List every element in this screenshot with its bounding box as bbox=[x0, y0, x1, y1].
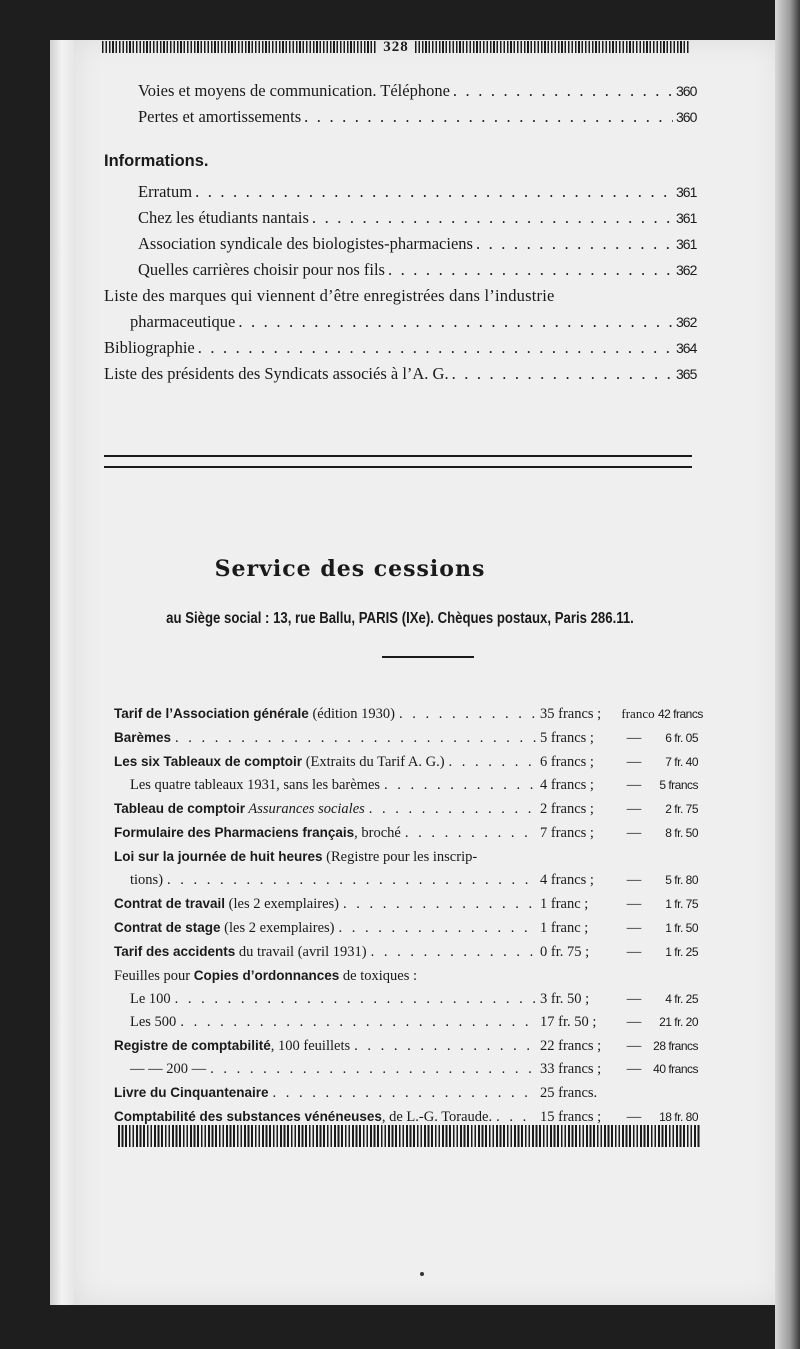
price-list bbox=[114, 702, 703, 1129]
toc-entry-label: Liste des présidents des Syndicats associés à l’A. G. bbox=[104, 364, 449, 383]
price-item-detail: (les 2 exemplaires) bbox=[220, 920, 335, 936]
price-value: 0 fr. 75 ; bbox=[540, 944, 590, 960]
print-mark bbox=[420, 1272, 424, 1276]
price-item-name bbox=[114, 1081, 269, 1105]
toc-entry-label: Chez les étudiants nantais bbox=[138, 208, 309, 227]
franco-price: 42 francs bbox=[658, 707, 703, 721]
franco-marker: — bbox=[626, 944, 642, 960]
franco-price: 5 francs bbox=[659, 778, 698, 792]
price-item-title: Tableau de comptoir bbox=[114, 801, 246, 816]
price-row bbox=[114, 774, 698, 797]
franco-price: 8 fr. 50 bbox=[665, 826, 698, 840]
franco-marker: — bbox=[626, 991, 642, 1007]
toc-entry-page: 361 bbox=[676, 184, 697, 200]
franco-price: 1 fr. 50 bbox=[665, 921, 698, 935]
price-value: 6 francs ; bbox=[540, 754, 594, 770]
service-address: au Siège social : 13, rue Ballu, PARIS (IXe). Chèques postaux, Paris 286.11. bbox=[166, 610, 634, 627]
header-ornament-left bbox=[102, 41, 377, 53]
price-item-name bbox=[114, 702, 395, 726]
franco-price: 1 fr. 25 bbox=[665, 945, 698, 959]
price-item-name bbox=[114, 988, 171, 1011]
table-of-contents bbox=[104, 78, 697, 387]
franco-price: 18 fr. 80 bbox=[659, 1110, 698, 1124]
price-item-name bbox=[114, 845, 477, 869]
toc-entry-page: 362 bbox=[676, 314, 697, 330]
price-item-title: Copies d’ordonnances bbox=[193, 968, 340, 983]
toc-entry bbox=[104, 257, 697, 283]
franco-marker: — bbox=[626, 872, 642, 888]
double-rule-divider bbox=[104, 455, 692, 468]
price-value: 35 francs ; bbox=[540, 706, 602, 722]
franco-marker: — bbox=[626, 777, 642, 793]
price-item-name bbox=[114, 774, 380, 797]
franco-price: 28 francs bbox=[653, 1039, 698, 1053]
price-row bbox=[114, 1011, 698, 1034]
leader-dots bbox=[304, 104, 673, 130]
franco-marker: — bbox=[626, 1061, 642, 1077]
price-item-title: Tarif de l’Association générale bbox=[114, 706, 309, 721]
toc-entry-label: pharmaceutique bbox=[130, 312, 236, 331]
price-row bbox=[114, 702, 703, 726]
price-item-title: Comptabilité des substances vénéneuses bbox=[114, 1109, 382, 1124]
price-item-name bbox=[114, 1058, 206, 1081]
price-row bbox=[114, 845, 698, 869]
leader-dots bbox=[476, 231, 673, 257]
leader-dots bbox=[175, 727, 536, 750]
price-value: 2 francs ; bbox=[540, 801, 594, 817]
price-item-detail: , broché bbox=[354, 825, 401, 841]
leader-dots bbox=[354, 1035, 536, 1058]
price-item-name bbox=[114, 964, 417, 988]
price-row bbox=[114, 892, 698, 916]
franco-price: 2 fr. 75 bbox=[665, 802, 698, 816]
toc-entry-label: Pertes et amortissements bbox=[138, 107, 302, 126]
short-rule bbox=[382, 656, 474, 658]
toc-entry-page: 360 bbox=[676, 83, 697, 99]
franco-price: 5 fr. 80 bbox=[665, 873, 698, 887]
price-value: 33 francs ; bbox=[540, 1061, 602, 1077]
leader-dots bbox=[369, 798, 536, 821]
toc-entry-label: Bibliographie bbox=[104, 338, 195, 357]
price-item-detail: Feuilles pour bbox=[114, 968, 194, 984]
toc-entry-label: Quelles carrières choisir pour nos fils bbox=[138, 260, 385, 279]
price-row bbox=[114, 1081, 698, 1105]
franco-marker: franco bbox=[621, 706, 655, 721]
leader-dots bbox=[238, 309, 673, 335]
leader-dots bbox=[180, 1011, 536, 1034]
price-item-detail: Les quatre tableaux 1931, sans les barèmes bbox=[130, 777, 381, 793]
franco-marker: — bbox=[626, 801, 642, 817]
price-item-title: Loi sur la journée de huit heures bbox=[114, 849, 323, 864]
toc-entry bbox=[104, 179, 697, 205]
price-item-title: Barèmes bbox=[114, 730, 172, 745]
leader-dots bbox=[338, 917, 536, 940]
price-value: 25 francs. bbox=[540, 1085, 598, 1101]
leader-dots bbox=[343, 893, 536, 916]
price-item-detail: (édition 1930) bbox=[308, 706, 395, 722]
price-row bbox=[114, 750, 698, 774]
toc-entry-page: 361 bbox=[676, 236, 697, 252]
price-item-detail: , de L.-G. Toraude. bbox=[381, 1109, 493, 1125]
franco-marker: — bbox=[626, 754, 642, 770]
toc-entry-label: Association syndicale des biologistes-pharmaciens bbox=[138, 234, 473, 253]
price-value: 3 fr. 50 ; bbox=[540, 991, 590, 1007]
page-header bbox=[102, 40, 690, 54]
section-heading-informations: Informations. bbox=[104, 152, 209, 170]
price-item-detail: du travail (avril 1931) bbox=[235, 944, 367, 960]
price-value: 7 francs ; bbox=[540, 825, 594, 841]
price-item-detail: , 100 feuillets bbox=[270, 1038, 351, 1054]
price-item-name bbox=[114, 916, 334, 940]
price-item-name bbox=[114, 869, 163, 892]
price-item-name bbox=[114, 892, 339, 916]
toc-entry-page: 361 bbox=[676, 210, 697, 226]
price-row bbox=[114, 797, 698, 821]
page-number: 328 bbox=[383, 38, 409, 55]
price-item-detail: (Extraits du Tarif A. G.) bbox=[302, 754, 445, 770]
leader-dots bbox=[384, 774, 536, 797]
toc-entry-page: 364 bbox=[676, 340, 697, 356]
toc-entry-page: 360 bbox=[676, 109, 697, 125]
leader-dots bbox=[198, 335, 673, 361]
leader-dots bbox=[175, 988, 536, 1011]
page-edge bbox=[775, 0, 800, 1349]
toc-entry bbox=[104, 78, 697, 104]
price-row bbox=[114, 1058, 698, 1081]
franco-marker: — bbox=[626, 1109, 642, 1125]
price-row bbox=[114, 1034, 698, 1058]
toc-entry bbox=[104, 231, 697, 257]
price-row bbox=[114, 821, 698, 845]
price-item-title: Tarif des accidents bbox=[114, 944, 236, 959]
price-item-title: Registre de comptabilité bbox=[114, 1038, 271, 1053]
price-item-title: Formulaire des Pharmaciens français bbox=[114, 825, 355, 840]
price-value: 15 francs ; bbox=[540, 1109, 602, 1125]
leader-dots bbox=[453, 78, 673, 104]
franco-marker: — bbox=[626, 920, 642, 936]
header-ornament-right bbox=[415, 41, 690, 53]
price-item-name bbox=[114, 1034, 350, 1058]
price-item-detail: Les 500 bbox=[130, 1014, 177, 1030]
franco-price: 7 fr. 40 bbox=[665, 755, 698, 769]
toc-entry bbox=[104, 361, 697, 387]
toc-entry-label: Erratum bbox=[138, 182, 193, 201]
price-item-name bbox=[114, 940, 367, 964]
leader-dots bbox=[371, 941, 536, 964]
franco-price: 6 fr. 05 bbox=[665, 731, 698, 745]
leader-dots bbox=[312, 205, 673, 231]
price-item-title: Contrat de travail bbox=[114, 896, 226, 911]
price-value: 4 francs ; bbox=[540, 872, 594, 888]
price-item-name bbox=[114, 821, 401, 845]
leader-dots bbox=[449, 751, 536, 774]
price-item-name bbox=[114, 1011, 176, 1034]
price-value: 17 fr. 50 ; bbox=[540, 1014, 597, 1030]
price-row bbox=[114, 916, 698, 940]
franco-marker: — bbox=[626, 825, 642, 841]
toc-entry-label: Liste des marques qui viennent d’être enregistrées dans l’industrie bbox=[104, 286, 555, 305]
toc-entry-label: Voies et moyens de communication. Téléphone bbox=[138, 81, 450, 100]
price-row bbox=[114, 964, 698, 988]
price-item-detail: Assurances sociales bbox=[245, 801, 365, 817]
franco-marker: — bbox=[626, 730, 642, 746]
price-item-name bbox=[114, 726, 171, 750]
price-row bbox=[114, 988, 698, 1011]
price-item-detail: (Registre pour les inscrip- bbox=[322, 849, 478, 865]
price-item-detail: tions) bbox=[130, 872, 164, 888]
toc-entry bbox=[104, 104, 697, 130]
price-item-name bbox=[114, 750, 445, 774]
price-value: 1 franc ; bbox=[540, 920, 589, 936]
leader-dots bbox=[167, 869, 536, 892]
toc-entry bbox=[104, 205, 697, 231]
leader-dots bbox=[273, 1082, 536, 1105]
leader-dots bbox=[210, 1058, 536, 1081]
price-value: 5 francs ; bbox=[540, 730, 594, 746]
footer-ornament bbox=[118, 1125, 700, 1147]
service-title: Service des cessions bbox=[214, 556, 486, 582]
franco-marker: — bbox=[626, 1014, 642, 1030]
franco-price: 40 francs bbox=[653, 1062, 698, 1076]
price-value: 1 franc ; bbox=[540, 896, 589, 912]
leader-dots bbox=[195, 179, 673, 205]
price-value: 4 francs ; bbox=[540, 777, 594, 793]
price-item-detail: (les 2 exemplaires) bbox=[225, 896, 339, 912]
franco-marker: — bbox=[626, 1038, 642, 1054]
leader-dots bbox=[405, 822, 536, 845]
price-row bbox=[114, 726, 698, 750]
price-item-detail: de toxiques : bbox=[339, 968, 418, 984]
price-item-name bbox=[114, 797, 365, 821]
price-item-detail: — — 200 — bbox=[130, 1061, 207, 1077]
franco-price: 4 fr. 25 bbox=[665, 992, 698, 1006]
leader-dots bbox=[399, 703, 536, 726]
price-value: 22 francs ; bbox=[540, 1038, 602, 1054]
price-row bbox=[114, 869, 698, 892]
leader-dots bbox=[388, 257, 673, 283]
price-item-title: Livre du Cinquantenaire bbox=[114, 1085, 269, 1100]
toc-entry bbox=[104, 309, 697, 335]
toc-entry-page: 362 bbox=[676, 262, 697, 278]
franco-price: 1 fr. 75 bbox=[665, 897, 698, 911]
toc-entry-page: 365 bbox=[676, 366, 697, 382]
price-item-title: Contrat de stage bbox=[114, 920, 221, 935]
franco-price: 21 fr. 20 bbox=[659, 1015, 698, 1029]
price-row bbox=[114, 940, 698, 964]
toc-entry bbox=[104, 335, 697, 361]
leader-dots bbox=[452, 361, 673, 387]
price-item-detail: Le 100 bbox=[130, 991, 171, 1007]
price-item-title: Les six Tableaux de comptoir bbox=[114, 754, 303, 769]
franco-marker: — bbox=[626, 896, 642, 912]
